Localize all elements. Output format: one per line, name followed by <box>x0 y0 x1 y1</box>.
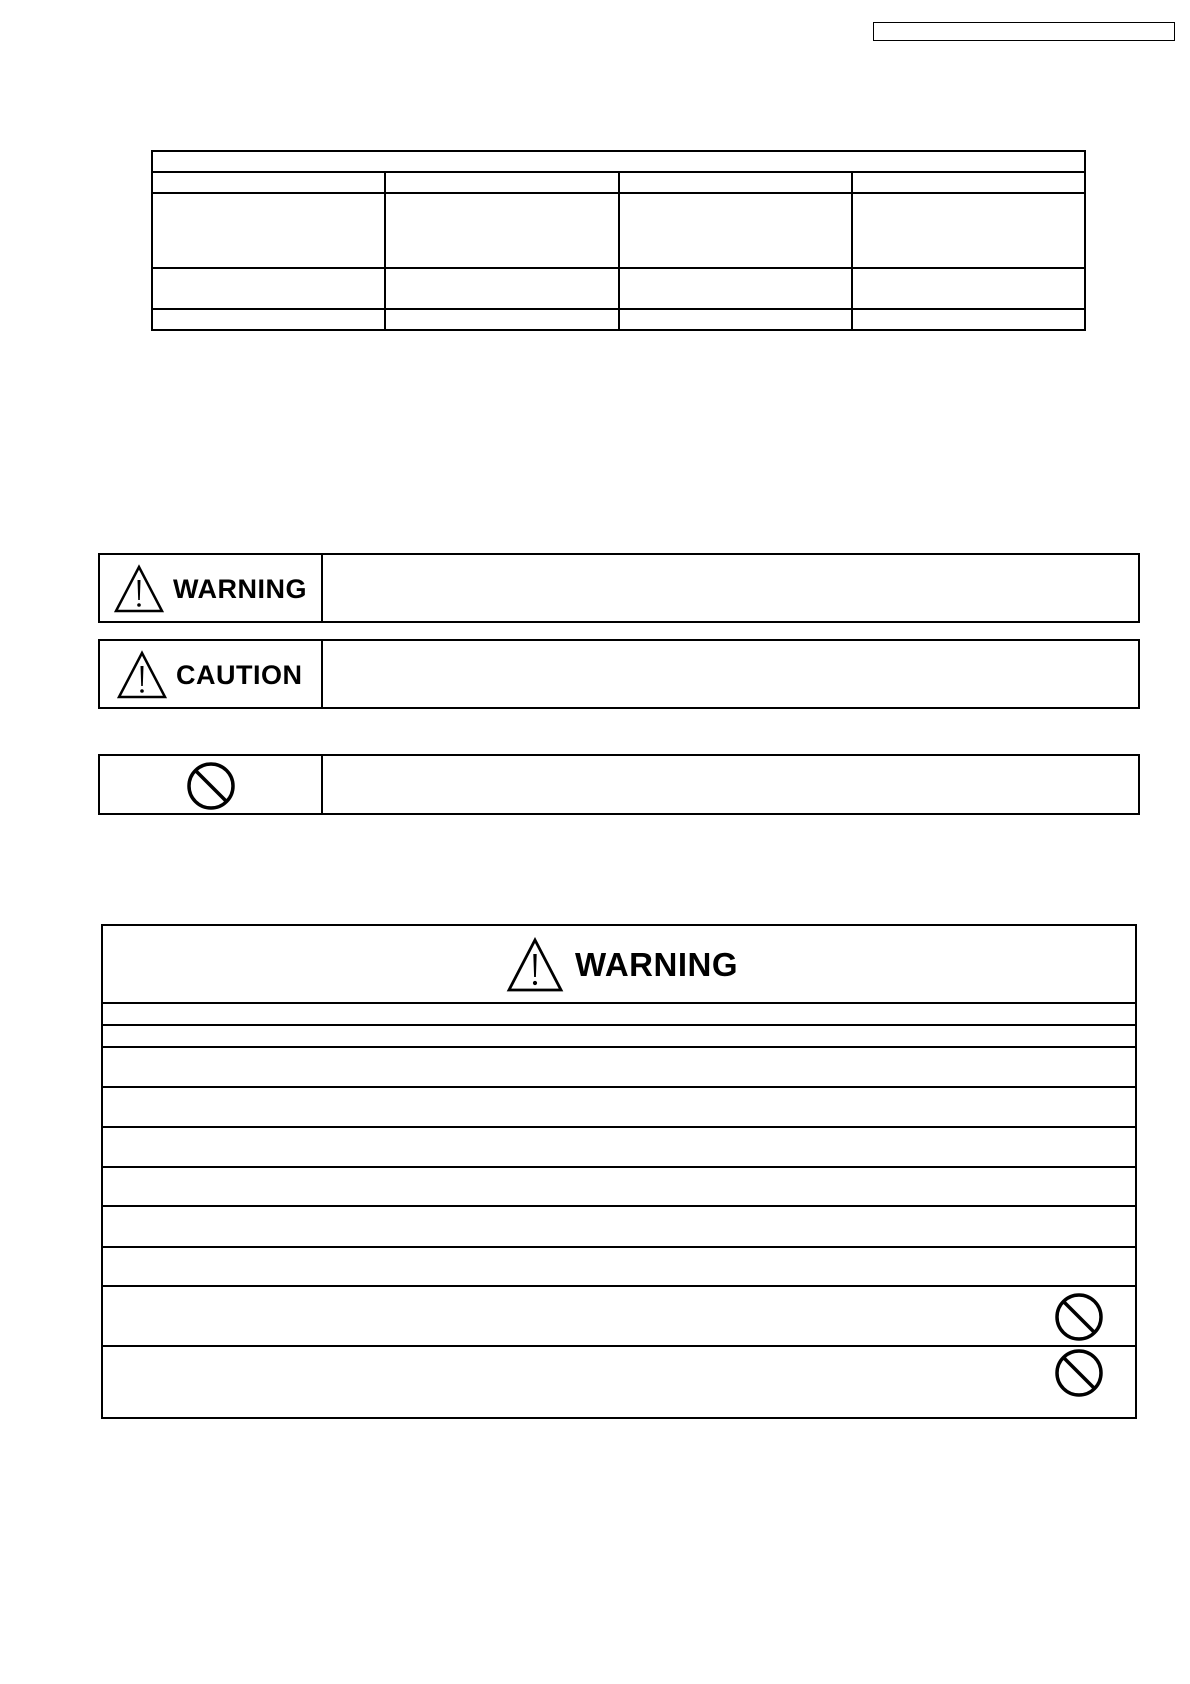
spec-table-cell <box>852 268 1085 309</box>
spec-table-cell <box>152 309 385 330</box>
warning-row <box>103 1088 1135 1128</box>
caution-symbol-box <box>98 639 1140 709</box>
spec-table-cell <box>385 193 618 268</box>
warning-row <box>103 1248 1135 1287</box>
warning-row <box>103 1026 1135 1048</box>
header-box <box>873 22 1175 41</box>
warning-table-title: WARNING <box>575 946 738 983</box>
warning-triangle-icon <box>117 650 167 700</box>
warning-row <box>103 1168 1135 1207</box>
spec-table-cell <box>152 268 385 309</box>
warning-row <box>103 1004 1135 1026</box>
prohibition-icon <box>185 760 237 812</box>
spec-table-cell <box>385 309 618 330</box>
spec-table-cell <box>619 268 852 309</box>
spec-table-cell <box>852 193 1085 268</box>
spec-table-cell <box>619 309 852 330</box>
warning-row-prohibited <box>103 1287 1135 1347</box>
spec-table <box>151 150 1086 331</box>
warning-table <box>101 924 1137 1419</box>
warning-triangle-icon <box>114 564 164 614</box>
warning-table-header <box>103 926 1135 1004</box>
warning-symbol-box <box>98 553 1140 623</box>
warning-row-prohibited <box>103 1347 1135 1417</box>
spec-table-header-cell <box>152 172 385 193</box>
spec-table-cell <box>385 268 618 309</box>
spec-table-header-cell <box>385 172 618 193</box>
spec-table-cell <box>852 309 1085 330</box>
warning-triangle-icon <box>506 937 564 993</box>
warning-row <box>103 1207 1135 1248</box>
spec-table-cell <box>619 193 852 268</box>
warning-row <box>103 1128 1135 1168</box>
spec-table-title-cell <box>152 151 1085 172</box>
spec-table-header-cell <box>852 172 1085 193</box>
prohibition-icon <box>1053 1347 1105 1399</box>
caution-label: CAUTION <box>176 659 303 690</box>
spec-table-header-cell <box>619 172 852 193</box>
prohibition-symbol-box <box>98 754 1140 815</box>
warning-label: WARNING <box>173 573 307 604</box>
warning-row <box>103 1048 1135 1088</box>
spec-table-cell <box>152 193 385 268</box>
prohibition-icon <box>1053 1291 1105 1343</box>
